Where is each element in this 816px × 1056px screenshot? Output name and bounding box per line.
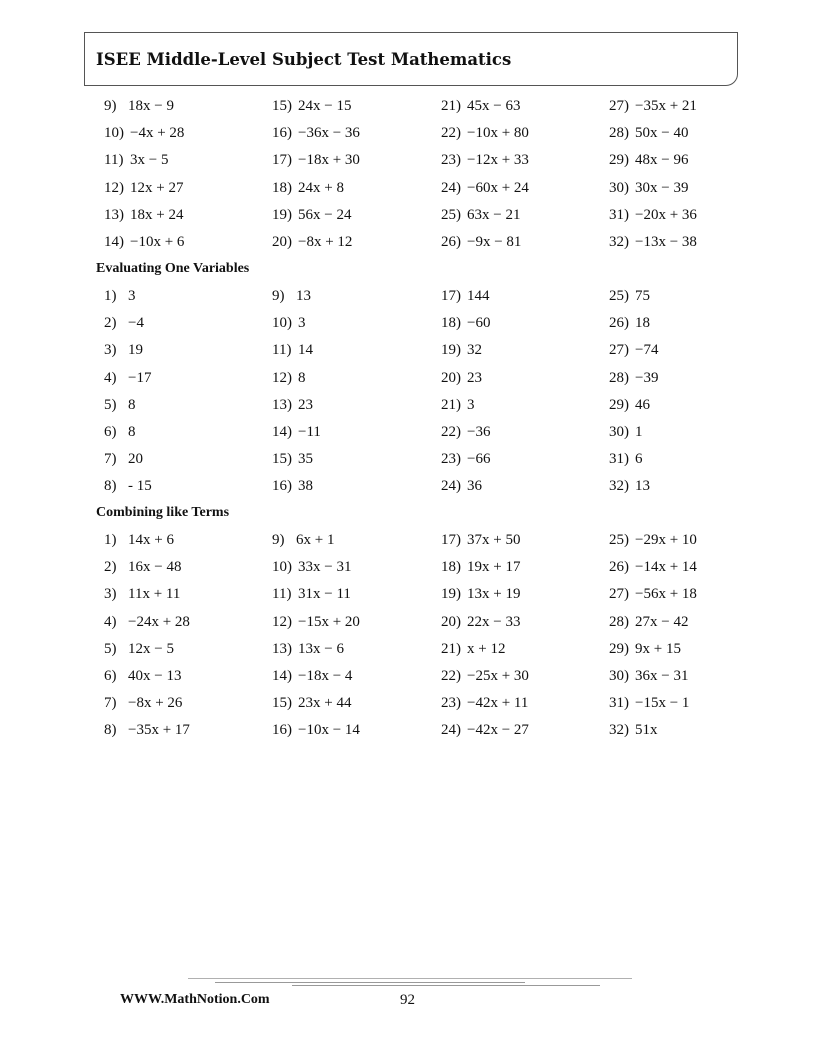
answer-row — [0, 667, 816, 694]
answer-number: 2) — [104, 315, 117, 332]
answer-item — [609, 124, 688, 142]
answer-number: 3) — [104, 586, 117, 603]
answer-expression: 23x + 44 — [298, 695, 352, 712]
answer-expression: −56x + 18 — [635, 586, 697, 603]
answer-number: 15) — [272, 98, 292, 114]
answer-row — [0, 396, 816, 423]
answer-expression: −29x + 10 — [635, 532, 697, 548]
answer-number: 12) — [272, 369, 292, 386]
answer-expression: 23 — [298, 396, 313, 413]
answer-item — [272, 287, 311, 305]
answer-expression: 8 — [128, 423, 136, 440]
answer-number: 24) — [441, 179, 461, 196]
answer-item — [441, 341, 482, 359]
answer-expression: 45x − 63 — [467, 98, 521, 114]
answer-expression: −17 — [128, 369, 152, 386]
answer-expression: −42x + 11 — [467, 695, 529, 712]
answer-item — [609, 640, 681, 658]
answer-number: 11) — [272, 342, 292, 359]
answer-number: 15) — [272, 695, 292, 712]
answer-expression: 1 — [635, 423, 643, 440]
answer-row — [0, 124, 816, 151]
answer-number: 20) — [441, 613, 461, 630]
answer-number: 19) — [272, 206, 292, 223]
answer-number: 17) — [441, 532, 461, 548]
answer-number: 7) — [104, 695, 117, 712]
answer-number: 21) — [441, 396, 461, 413]
answer-expression: −14x + 14 — [635, 559, 697, 576]
answer-item — [104, 179, 183, 197]
answer-number: 11) — [104, 152, 124, 169]
answer-item — [609, 97, 697, 115]
answer-expression: 18 — [635, 315, 650, 332]
answer-expression: 32 — [467, 342, 482, 359]
footer-divider — [188, 978, 632, 979]
answer-number: 6) — [104, 667, 117, 684]
answer-item — [441, 97, 520, 115]
answer-item — [104, 233, 184, 251]
answer-number: 14) — [104, 233, 124, 250]
answer-expression: 6x + 1 — [296, 532, 335, 548]
answer-item — [609, 314, 650, 332]
answer-item — [609, 531, 697, 549]
answer-item — [609, 341, 658, 359]
answer-item — [609, 206, 697, 224]
answer-expression: −12x + 33 — [467, 152, 529, 169]
answer-item — [441, 287, 490, 305]
answer-number: 30) — [609, 179, 629, 196]
answer-number: 25) — [609, 532, 629, 548]
answer-expression: −35x + 17 — [128, 722, 190, 739]
answer-expression: 6 — [635, 451, 643, 468]
answer-number: 16) — [272, 125, 292, 142]
answer-number: 25) — [609, 288, 629, 304]
answer-number: 13) — [272, 396, 292, 413]
answer-expression: −18x + 30 — [298, 152, 360, 169]
answer-row — [0, 314, 816, 341]
answer-item — [272, 613, 360, 631]
answer-item — [272, 206, 351, 224]
answer-number: 31) — [609, 206, 629, 223]
answer-expression: 24x − 15 — [298, 98, 352, 114]
answer-expression: −66 — [467, 451, 491, 468]
answer-number: 21) — [441, 98, 461, 114]
answer-item — [441, 667, 529, 685]
answer-number: 32) — [609, 478, 629, 495]
answer-expression: −18x − 4 — [298, 667, 353, 684]
answer-item — [272, 179, 344, 197]
answer-item — [441, 477, 482, 495]
answer-number: 26) — [609, 315, 629, 332]
answer-expression: 13 — [296, 288, 311, 304]
answer-number: 13) — [272, 640, 292, 657]
answer-row — [0, 585, 816, 612]
answer-number: 9) — [272, 532, 285, 548]
answer-number: 5) — [104, 396, 117, 413]
answer-expression: −8x + 12 — [298, 233, 353, 250]
answer-number: 27) — [609, 98, 629, 114]
answer-expression: −13x − 38 — [635, 233, 697, 250]
answer-expression: 12x + 27 — [130, 179, 184, 196]
answer-item — [104, 694, 182, 712]
answer-row — [0, 558, 816, 585]
answer-expression: −4 — [128, 315, 144, 332]
answer-item — [104, 585, 180, 603]
answer-item — [441, 531, 520, 549]
answer-expression: −20x + 36 — [635, 206, 697, 223]
footer-divider — [215, 982, 525, 983]
answer-number: 32) — [609, 722, 629, 739]
answer-item — [441, 233, 521, 251]
answer-item — [441, 206, 520, 224]
answer-number: 15) — [272, 451, 292, 468]
answer-item — [441, 151, 529, 169]
answer-item — [272, 721, 360, 739]
answer-expression: −15x − 1 — [635, 695, 690, 712]
answer-item — [272, 477, 313, 495]
answer-item — [104, 341, 143, 359]
answer-number: 1) — [104, 532, 117, 548]
answer-expression: 24x + 8 — [298, 179, 344, 196]
answer-row — [0, 477, 816, 504]
answer-number: 29) — [609, 396, 629, 413]
answer-expression: 3 — [128, 288, 136, 304]
answer-row — [0, 694, 816, 721]
answer-number: 9) — [272, 288, 285, 304]
answer-number: 28) — [609, 125, 629, 142]
answer-row — [0, 423, 816, 450]
answer-item — [272, 585, 351, 603]
answer-number: 20) — [441, 369, 461, 386]
footer-website: WWW.MathNotion.Com — [120, 992, 270, 1007]
answer-expression: 3 — [467, 396, 475, 413]
answer-number: 31) — [609, 451, 629, 468]
answer-expression: 56x − 24 — [298, 206, 352, 223]
answer-number: 8) — [104, 722, 117, 739]
answer-row — [0, 97, 816, 124]
answer-item — [272, 369, 306, 387]
answer-item — [441, 450, 490, 468]
answer-number: 22) — [441, 125, 461, 142]
answer-item — [441, 694, 528, 712]
answer-expression: −15x + 20 — [298, 613, 360, 630]
answer-expression: −74 — [635, 342, 659, 359]
answer-number: 26) — [609, 559, 629, 576]
answer-number: 13) — [104, 206, 124, 223]
answer-number: 2) — [104, 559, 117, 576]
answer-item — [609, 287, 650, 305]
answer-item — [272, 667, 352, 685]
answer-item — [104, 396, 136, 414]
section-heading-evaluating: Evaluating One Variables — [96, 261, 250, 276]
answer-expression: −11 — [298, 423, 321, 440]
answer-item — [609, 423, 643, 441]
answer-row — [0, 450, 816, 477]
answer-item — [441, 721, 529, 739]
answer-expression: 16x − 48 — [128, 559, 182, 576]
answer-number: 23) — [441, 451, 461, 468]
footer-divider — [292, 985, 600, 986]
answer-number: 27) — [609, 586, 629, 603]
answer-number: 23) — [441, 695, 461, 712]
answer-expression: 13 — [635, 478, 650, 495]
answer-number: 14) — [272, 667, 292, 684]
answer-row — [0, 531, 816, 558]
answer-row — [0, 151, 816, 178]
answer-number: 26) — [441, 233, 461, 250]
answer-expression: 22x − 33 — [467, 613, 521, 630]
answer-expression: −8x + 26 — [128, 695, 183, 712]
answer-item — [609, 613, 688, 631]
answer-item — [104, 477, 152, 495]
answer-number: 27) — [609, 342, 629, 359]
answer-item — [441, 314, 490, 332]
answer-item — [441, 369, 482, 387]
answer-expression: −25x + 30 — [467, 667, 529, 684]
answer-number: 32) — [609, 233, 629, 250]
answer-item — [609, 721, 658, 739]
answer-expression: 51x — [635, 722, 658, 739]
answer-expression: 13x − 6 — [298, 640, 344, 657]
answer-number: 31) — [609, 695, 629, 712]
answer-number: 17) — [441, 288, 461, 304]
answer-expression: 3x − 5 — [130, 152, 169, 169]
answer-item — [272, 640, 344, 658]
answer-number: 17) — [272, 152, 292, 169]
answer-item — [104, 721, 190, 739]
answer-item — [609, 477, 650, 495]
answer-row — [0, 179, 816, 206]
answer-number: 10) — [272, 315, 292, 332]
answer-expression: 13x + 19 — [467, 586, 521, 603]
answer-item — [104, 124, 184, 142]
section-heading-combining: Combining like Terms — [96, 505, 230, 520]
answer-item — [104, 667, 181, 685]
answer-expression: 11x + 11 — [128, 586, 181, 603]
answer-number: 12) — [272, 613, 292, 630]
page-title: ISEE Middle-Level Subject Test Mathematics — [96, 50, 512, 69]
answer-expression: 33x − 31 — [298, 559, 352, 576]
answer-expression: 40x − 13 — [128, 667, 182, 684]
answer-item — [609, 585, 697, 603]
answer-expression: 75 — [635, 288, 650, 304]
answer-item — [272, 151, 360, 169]
answer-item — [609, 667, 688, 685]
answer-item — [272, 124, 360, 142]
answer-expression: 63x − 21 — [467, 206, 521, 223]
answer-expression: 8 — [128, 396, 136, 413]
answer-expression: 48x − 96 — [635, 152, 689, 169]
answer-row — [0, 369, 816, 396]
answer-expression: −4x + 28 — [130, 125, 185, 142]
answer-number: 4) — [104, 369, 117, 386]
answer-number: 1) — [104, 288, 117, 304]
answer-item — [609, 369, 658, 387]
answer-number: 29) — [609, 640, 629, 657]
answer-grid-combining — [0, 531, 816, 749]
answer-number: 4) — [104, 613, 117, 630]
answer-item — [104, 613, 190, 631]
answer-item — [441, 613, 520, 631]
answer-item — [272, 694, 351, 712]
answer-expression: −9x − 81 — [467, 233, 522, 250]
answer-item — [441, 124, 529, 142]
answer-expression: 30x − 39 — [635, 179, 689, 196]
answer-expression: 3 — [298, 315, 306, 332]
answer-number: 25) — [441, 206, 461, 223]
answer-expression: 19x + 17 — [467, 559, 521, 576]
answer-item — [272, 450, 313, 468]
answer-number: 12) — [104, 179, 124, 196]
answer-item — [104, 206, 183, 224]
answer-item — [104, 640, 174, 658]
answer-item — [441, 179, 529, 197]
answer-number: 10) — [272, 559, 292, 576]
answer-item — [609, 694, 689, 712]
answer-item — [441, 423, 490, 441]
answer-number: 20) — [272, 233, 292, 250]
answer-item — [104, 450, 143, 468]
answer-expression: 8 — [298, 369, 306, 386]
answer-expression: 46 — [635, 396, 650, 413]
answer-expression: 19 — [128, 342, 143, 359]
answer-item — [272, 233, 352, 251]
answer-item — [104, 369, 151, 387]
answer-expression: −60x + 24 — [467, 179, 529, 196]
answer-item — [104, 558, 181, 576]
answer-row — [0, 341, 816, 368]
answer-number: 24) — [441, 478, 461, 495]
answer-expression: 36x − 31 — [635, 667, 689, 684]
answer-row — [0, 206, 816, 233]
answer-expression: x + 12 — [467, 640, 506, 657]
answer-expression: −36x − 36 — [298, 125, 360, 142]
answer-expression: 20 — [128, 451, 143, 468]
answer-number: 22) — [441, 667, 461, 684]
answer-number: 30) — [609, 423, 629, 440]
answer-number: 9) — [104, 98, 117, 114]
answer-row — [0, 233, 816, 260]
answer-expression: 35 — [298, 451, 313, 468]
answer-item — [272, 531, 334, 549]
answer-item — [272, 396, 313, 414]
answer-item — [104, 151, 168, 169]
answer-expression: −10x − 14 — [298, 722, 360, 739]
answer-number: 10) — [104, 125, 124, 142]
answer-number: 14) — [272, 423, 292, 440]
answer-item — [609, 151, 688, 169]
answer-item — [609, 179, 688, 197]
answer-number: 19) — [441, 342, 461, 359]
answer-grid-expressions — [0, 97, 816, 260]
answer-number: 21) — [441, 640, 461, 657]
answer-number: 18) — [441, 559, 461, 576]
answer-expression: 18x − 9 — [128, 98, 174, 114]
answer-item — [441, 640, 505, 658]
answer-item — [609, 450, 643, 468]
answer-row — [0, 721, 816, 748]
answer-item — [441, 585, 520, 603]
answer-number: 11) — [272, 586, 292, 603]
answer-number: 3) — [104, 342, 117, 359]
answer-expression: 38 — [298, 478, 313, 495]
answer-expression: 14 — [298, 342, 313, 359]
answer-expression: −60 — [467, 315, 491, 332]
answer-expression: 9x + 15 — [635, 640, 681, 657]
answer-expression: −42x − 27 — [467, 722, 529, 739]
answer-number: 18) — [272, 179, 292, 196]
answer-row — [0, 613, 816, 640]
answer-number: 30) — [609, 667, 629, 684]
answer-item — [104, 287, 136, 305]
answer-item — [104, 423, 136, 441]
answer-expression: 37x + 50 — [467, 532, 521, 548]
answer-expression: - 15 — [128, 478, 152, 495]
answer-item — [609, 558, 697, 576]
answer-number: 28) — [609, 369, 629, 386]
answer-expression: −35x + 21 — [635, 98, 697, 114]
answer-item — [272, 314, 306, 332]
answer-expression: 144 — [467, 288, 490, 304]
answer-number: 6) — [104, 423, 117, 440]
answer-row — [0, 640, 816, 667]
answer-expression: −10x + 6 — [130, 233, 185, 250]
answer-item — [609, 233, 697, 251]
answer-expression: 12x − 5 — [128, 640, 174, 657]
answer-item — [272, 558, 351, 576]
answer-item — [272, 341, 313, 359]
answer-grid-evaluating — [0, 287, 816, 505]
answer-expression: 14x + 6 — [128, 532, 174, 548]
answer-expression: 23 — [467, 369, 482, 386]
answer-number: 18) — [441, 315, 461, 332]
answer-number: 8) — [104, 478, 117, 495]
answer-number: 22) — [441, 423, 461, 440]
answer-number: 19) — [441, 586, 461, 603]
answer-expression: 36 — [467, 478, 482, 495]
answer-expression: −24x + 28 — [128, 613, 190, 630]
answer-item — [104, 314, 144, 332]
answer-item — [272, 97, 351, 115]
answer-number: 16) — [272, 478, 292, 495]
answer-number: 16) — [272, 722, 292, 739]
answer-number: 5) — [104, 640, 117, 657]
answer-expression: −10x + 80 — [467, 125, 529, 142]
answer-expression: 50x − 40 — [635, 125, 689, 142]
answer-item — [609, 396, 650, 414]
answer-number: 24) — [441, 722, 461, 739]
answer-expression: 31x − 11 — [298, 586, 351, 603]
answer-row — [0, 287, 816, 314]
answer-expression: 27x − 42 — [635, 613, 689, 630]
answer-item — [272, 423, 321, 441]
answer-item — [104, 531, 174, 549]
answer-expression: −36 — [467, 423, 491, 440]
answer-expression: −39 — [635, 369, 659, 386]
page-number: 92 — [400, 992, 415, 1008]
answer-number: 7) — [104, 451, 117, 468]
answer-number: 29) — [609, 152, 629, 169]
answer-item — [104, 97, 174, 115]
answer-number: 23) — [441, 152, 461, 169]
answer-number: 28) — [609, 613, 629, 630]
answer-item — [441, 558, 520, 576]
answer-item — [441, 396, 475, 414]
answer-expression: 18x + 24 — [130, 206, 184, 223]
